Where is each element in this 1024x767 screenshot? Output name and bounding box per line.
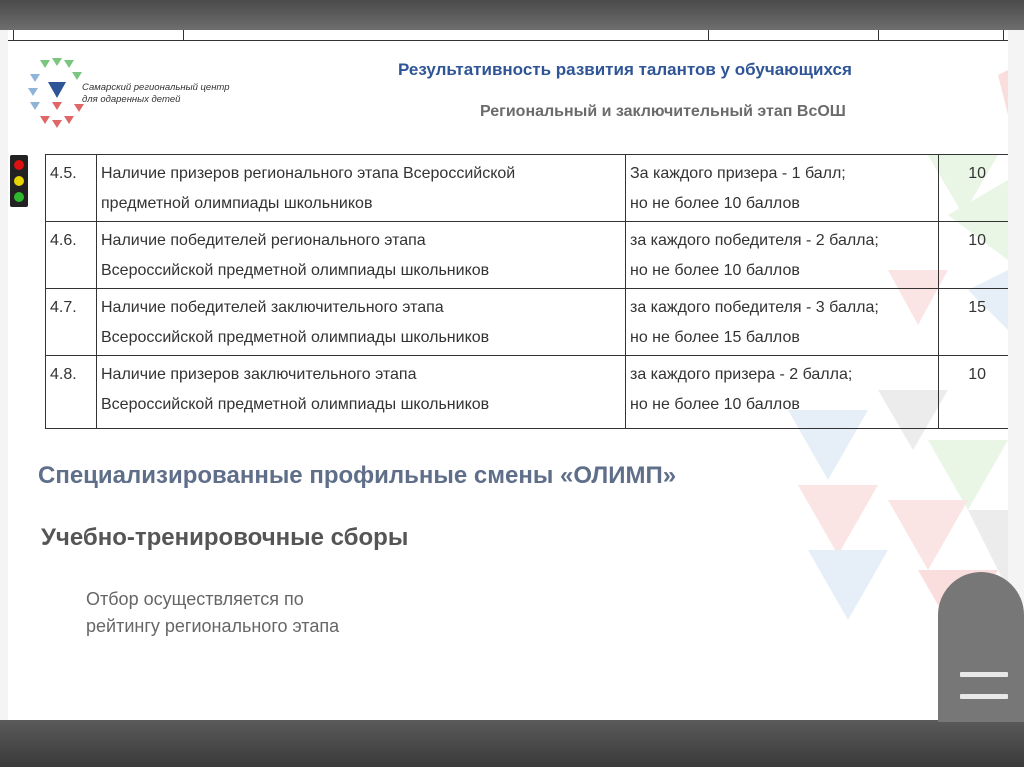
scoring-rule-line: но не более 15 баллов — [630, 329, 800, 346]
criterion-description-line: Наличие призеров заключительного этапа — [101, 366, 417, 383]
scoring-rule-line: за каждого победителя - 2 балла; — [630, 232, 879, 249]
criterion-max-points: 10 — [939, 356, 1009, 429]
criterion-max-points: 15 — [939, 289, 1009, 356]
criterion-description — [97, 356, 626, 429]
hamburger-menu-icon[interactable] — [938, 572, 1024, 722]
scoring-rule-line: но не более 10 баллов — [630, 262, 800, 279]
selection-note — [86, 586, 339, 640]
criterion-description — [97, 289, 626, 356]
logo-text-line1: Самарский региональный центр — [82, 82, 230, 93]
scoring-rule-line: за каждого победителя - 3 балла; — [630, 299, 879, 316]
scoring-rule-line: но не более 10 баллов — [630, 195, 800, 212]
selection-note-line: Отбор осуществляется по — [86, 589, 304, 609]
criterion-description — [97, 155, 626, 222]
heading-training-camps: Учебно-тренировочные сборы — [41, 524, 409, 551]
logo-text — [82, 82, 230, 106]
table-row — [46, 356, 1009, 429]
table-row — [46, 289, 1009, 356]
criterion-description-line: Наличие победителей регионального этапа — [101, 232, 426, 249]
criterion-number: 4.6. — [46, 222, 97, 289]
criterion-max-points: 10 — [939, 222, 1009, 289]
scoring-rule-line: За каждого призера - 1 балл; — [630, 165, 846, 182]
criterion-scoring-rule — [626, 155, 939, 222]
criterion-description-line: предметной олимпиады школьников — [101, 195, 373, 212]
menu-bar — [960, 694, 1008, 699]
criterion-scoring-rule — [626, 356, 939, 429]
criterion-scoring-rule — [626, 222, 939, 289]
criterion-description-line: Всероссийской предметной олимпиады школьников — [101, 396, 490, 413]
menu-bar — [960, 672, 1008, 677]
criteria-table — [45, 154, 1008, 429]
table-row — [46, 222, 1009, 289]
criterion-number: 4.7. — [46, 289, 97, 356]
organization-logo-icon — [26, 56, 90, 138]
yellow-lamp-icon — [14, 176, 24, 186]
slide — [8, 30, 1008, 720]
criterion-scoring-rule — [626, 289, 939, 356]
criterion-number: 4.5. — [46, 155, 97, 222]
viewer-bottom-bar — [0, 720, 1024, 767]
heading-olimp-shifts: Специализированные профильные смены «ОЛИМП» — [38, 462, 677, 489]
criterion-description-line: Всероссийской предметной олимпиады школьников — [101, 329, 490, 346]
logo-text-line2: для одаренных детей — [82, 94, 181, 105]
criterion-description-line: Наличие призеров регионального этапа Всероссийской — [101, 165, 516, 182]
red-lamp-icon — [14, 160, 24, 170]
slide-title: Результативность развития талантов у обучающихся — [398, 60, 852, 79]
scoring-rule-line: но не более 10 баллов — [630, 396, 800, 413]
traffic-light-icon — [10, 155, 28, 207]
criterion-description-line: Наличие победителей заключительного этапа — [101, 299, 444, 316]
selection-note-line: рейтингу регионального этапа — [86, 616, 340, 636]
green-lamp-icon — [14, 192, 24, 202]
table-row — [46, 155, 1009, 222]
scoring-rule-line: за каждого призера - 2 балла; — [630, 366, 853, 383]
criterion-description — [97, 222, 626, 289]
slide-subtitle: Региональный и заключительный этап ВсОШ — [480, 103, 846, 120]
criterion-max-points: 10 — [939, 155, 1009, 222]
criterion-number: 4.8. — [46, 356, 97, 429]
criterion-description-line: Всероссийской предметной олимпиады школьников — [101, 262, 490, 279]
viewer-top-bar — [0, 0, 1024, 30]
